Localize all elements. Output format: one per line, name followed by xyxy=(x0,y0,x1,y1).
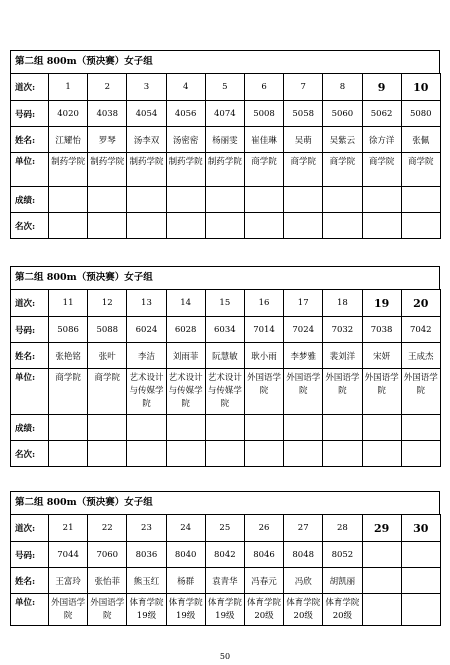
lane-row xyxy=(11,74,441,101)
unit-cell: 制药学院 xyxy=(166,153,205,187)
name-cell: 李梦雅 xyxy=(284,343,323,369)
name-cell: 徐方洋 xyxy=(362,127,401,153)
lane-cell: 20 xyxy=(401,290,440,317)
score-label: 成绩: xyxy=(11,187,49,213)
rank-cell xyxy=(401,441,440,467)
unit-cell: 外国语学院 xyxy=(284,369,323,415)
lane-cell: 29 xyxy=(362,515,401,542)
score-row xyxy=(11,187,441,213)
lane-cell: 15 xyxy=(205,290,244,317)
rank-cell xyxy=(205,441,244,467)
unit-cell: 体育学院20级 xyxy=(244,594,283,626)
unit-label: 单位: xyxy=(11,369,49,415)
unit-cell: 体育学院20级 xyxy=(323,594,362,626)
number-cell: 5086 xyxy=(49,317,88,343)
name-cell: 张叶 xyxy=(88,343,127,369)
unit-cell: 商学院 xyxy=(88,369,127,415)
lane-cell: 16 xyxy=(244,290,283,317)
unit-label: 单位: xyxy=(11,594,49,626)
name-label: 姓名: xyxy=(11,127,49,153)
number-cell: 7014 xyxy=(244,317,283,343)
name-cell: 吴萌 xyxy=(284,127,323,153)
score-cell xyxy=(323,187,362,213)
number-label: 号码: xyxy=(11,101,49,127)
name-cell: 崔佳琳 xyxy=(244,127,283,153)
lane-cell: 23 xyxy=(127,515,166,542)
lane-cell: 21 xyxy=(49,515,88,542)
number-cell: 8052 xyxy=(323,542,362,568)
rank-label: 名次: xyxy=(11,441,49,467)
number-cell: 6034 xyxy=(205,317,244,343)
section-2 xyxy=(10,266,440,467)
name-cell: 胡凯丽 xyxy=(323,568,362,594)
lane-cell: 17 xyxy=(284,290,323,317)
name-cell: 耿小雨 xyxy=(244,343,283,369)
lane-cell: 13 xyxy=(127,290,166,317)
rank-cell xyxy=(284,213,323,239)
score-cell xyxy=(205,187,244,213)
section-1 xyxy=(10,50,440,239)
lane-cell: 2 xyxy=(88,74,127,101)
score-cell xyxy=(244,187,283,213)
unit-cell: 外国语学院 xyxy=(401,369,440,415)
number-cell: 4056 xyxy=(166,101,205,127)
number-label: 号码: xyxy=(11,317,49,343)
score-cell xyxy=(166,187,205,213)
lane-cell: 28 xyxy=(323,515,362,542)
unit-cell: 商学院 xyxy=(49,369,88,415)
number-cell xyxy=(362,542,401,568)
unit-cell: 体育学院20级 xyxy=(284,594,323,626)
lane-cell: 10 xyxy=(401,74,440,101)
number-cell: 8040 xyxy=(166,542,205,568)
lane-cell: 3 xyxy=(127,74,166,101)
unit-cell: 艺术设计与传媒学院 xyxy=(205,369,244,415)
number-cell: 7044 xyxy=(49,542,88,568)
rank-cell xyxy=(323,213,362,239)
unit-cell: 艺术设计与传媒学院 xyxy=(166,369,205,415)
rank-cell xyxy=(284,441,323,467)
name-cell: 阮慧敏 xyxy=(205,343,244,369)
rank-cell xyxy=(88,441,127,467)
unit-label: 单位: xyxy=(11,153,49,187)
rank-row xyxy=(11,213,441,239)
number-row xyxy=(11,101,441,127)
lane-cell: 8 xyxy=(323,74,362,101)
name-cell: 宋妍 xyxy=(362,343,401,369)
unit-cell: 艺术设计与传媒学院 xyxy=(127,369,166,415)
name-cell: 张佩 xyxy=(401,127,440,153)
lane-cell: 22 xyxy=(88,515,127,542)
number-row xyxy=(11,542,441,568)
section-3 xyxy=(10,491,440,626)
number-cell: 5088 xyxy=(88,317,127,343)
unit-cell: 制药学院 xyxy=(49,153,88,187)
unit-cell: 外国语学院 xyxy=(323,369,362,415)
lane-cell: 4 xyxy=(166,74,205,101)
entry-table xyxy=(10,289,441,467)
lane-cell: 1 xyxy=(49,74,88,101)
lane-cell: 11 xyxy=(49,290,88,317)
entry-table xyxy=(10,73,441,239)
lane-cell: 26 xyxy=(244,515,283,542)
unit-cell: 制药学院 xyxy=(88,153,127,187)
rank-cell xyxy=(166,441,205,467)
name-cell: 吴紫云 xyxy=(323,127,362,153)
number-cell: 4054 xyxy=(127,101,166,127)
number-cell: 5008 xyxy=(244,101,283,127)
section-title: 第二组 800m（预决赛）女子组 xyxy=(10,491,440,514)
name-cell: 张怡菲 xyxy=(88,568,127,594)
name-label: 姓名: xyxy=(11,343,49,369)
score-cell xyxy=(362,187,401,213)
score-cell xyxy=(401,187,440,213)
lane-label: 道次: xyxy=(11,290,49,317)
lane-row xyxy=(11,290,441,317)
rank-label: 名次: xyxy=(11,213,49,239)
lane-cell: 5 xyxy=(205,74,244,101)
name-cell xyxy=(362,568,401,594)
number-cell: 8048 xyxy=(284,542,323,568)
rank-cell xyxy=(166,213,205,239)
lane-cell: 6 xyxy=(244,74,283,101)
number-cell: 5080 xyxy=(401,101,440,127)
unit-cell: 体育学院19级 xyxy=(166,594,205,626)
score-cell xyxy=(244,415,283,441)
section-title: 第二组 800m（预决赛）女子组 xyxy=(10,266,440,289)
number-cell: 8046 xyxy=(244,542,283,568)
rank-cell xyxy=(127,213,166,239)
lane-cell: 7 xyxy=(284,74,323,101)
unit-cell: 外国语学院 xyxy=(244,369,283,415)
unit-cell xyxy=(401,594,440,626)
name-row xyxy=(11,127,441,153)
number-cell: 4038 xyxy=(88,101,127,127)
unit-cell: 体育学院19级 xyxy=(205,594,244,626)
lane-cell: 9 xyxy=(362,74,401,101)
unit-cell: 外国语学院 xyxy=(362,369,401,415)
score-cell xyxy=(362,415,401,441)
unit-cell: 商学院 xyxy=(284,153,323,187)
score-cell xyxy=(323,415,362,441)
name-cell xyxy=(401,568,440,594)
lane-row xyxy=(11,515,441,542)
score-cell xyxy=(127,187,166,213)
unit-cell: 商学院 xyxy=(362,153,401,187)
name-cell: 杨丽雯 xyxy=(205,127,244,153)
name-cell: 汤密密 xyxy=(166,127,205,153)
name-cell: 冯欣 xyxy=(284,568,323,594)
number-cell: 7060 xyxy=(88,542,127,568)
unit-row xyxy=(11,153,441,187)
unit-cell: 体育学院19级 xyxy=(127,594,166,626)
unit-row xyxy=(11,369,441,415)
lane-cell: 12 xyxy=(88,290,127,317)
unit-cell: 制药学院 xyxy=(205,153,244,187)
lane-label: 道次: xyxy=(11,74,49,101)
name-row xyxy=(11,343,441,369)
rank-cell xyxy=(49,213,88,239)
name-cell: 杨群 xyxy=(166,568,205,594)
lane-cell: 18 xyxy=(323,290,362,317)
page-number: 50 xyxy=(219,652,231,661)
number-cell: 6028 xyxy=(166,317,205,343)
name-cell: 汤李双 xyxy=(127,127,166,153)
number-row xyxy=(11,317,441,343)
number-cell: 7038 xyxy=(362,317,401,343)
number-cell: 8036 xyxy=(127,542,166,568)
name-cell: 江耀怡 xyxy=(49,127,88,153)
rank-cell xyxy=(362,213,401,239)
rank-cell xyxy=(362,441,401,467)
number-cell: 5060 xyxy=(323,101,362,127)
unit-cell xyxy=(362,594,401,626)
unit-cell: 商学院 xyxy=(323,153,362,187)
name-cell: 罗琴 xyxy=(88,127,127,153)
rank-cell xyxy=(88,213,127,239)
score-cell xyxy=(401,415,440,441)
lane-cell: 27 xyxy=(284,515,323,542)
rank-cell xyxy=(323,441,362,467)
unit-cell: 制药学院 xyxy=(127,153,166,187)
rank-cell xyxy=(244,441,283,467)
score-cell xyxy=(88,415,127,441)
score-cell xyxy=(49,415,88,441)
rank-cell xyxy=(49,441,88,467)
name-cell: 熊玉红 xyxy=(127,568,166,594)
name-cell: 冯春元 xyxy=(244,568,283,594)
number-cell: 5062 xyxy=(362,101,401,127)
number-cell: 6024 xyxy=(127,317,166,343)
score-cell xyxy=(166,415,205,441)
score-cell xyxy=(284,415,323,441)
name-cell: 刘雨菲 xyxy=(166,343,205,369)
name-cell: 王成杰 xyxy=(401,343,440,369)
rank-cell xyxy=(244,213,283,239)
score-cell xyxy=(205,415,244,441)
unit-row xyxy=(11,594,441,626)
score-row xyxy=(11,415,441,441)
lane-cell: 14 xyxy=(166,290,205,317)
rank-cell xyxy=(401,213,440,239)
number-cell: 4020 xyxy=(49,101,88,127)
section-title: 第二组 800m（预决赛）女子组 xyxy=(10,50,440,73)
lane-cell: 24 xyxy=(166,515,205,542)
unit-cell: 商学院 xyxy=(244,153,283,187)
lane-label: 道次: xyxy=(11,515,49,542)
unit-cell: 外国语学院 xyxy=(49,594,88,626)
number-cell: 7024 xyxy=(284,317,323,343)
name-row xyxy=(11,568,441,594)
name-cell: 李洁 xyxy=(127,343,166,369)
score-cell xyxy=(49,187,88,213)
rank-row xyxy=(11,441,441,467)
score-cell xyxy=(284,187,323,213)
number-cell: 4074 xyxy=(205,101,244,127)
unit-cell: 外国语学院 xyxy=(88,594,127,626)
number-cell: 5058 xyxy=(284,101,323,127)
lane-cell: 19 xyxy=(362,290,401,317)
rank-cell xyxy=(205,213,244,239)
name-cell: 袁青华 xyxy=(205,568,244,594)
number-label: 号码: xyxy=(11,542,49,568)
rank-cell xyxy=(127,441,166,467)
score-cell xyxy=(127,415,166,441)
entry-table xyxy=(10,514,441,626)
name-cell: 王富玲 xyxy=(49,568,88,594)
name-cell: 裴刘洋 xyxy=(323,343,362,369)
lane-cell: 30 xyxy=(401,515,440,542)
name-cell: 张艳铭 xyxy=(49,343,88,369)
number-cell xyxy=(401,542,440,568)
number-cell: 7042 xyxy=(401,317,440,343)
name-label: 姓名: xyxy=(11,568,49,594)
score-cell xyxy=(88,187,127,213)
score-label: 成绩: xyxy=(11,415,49,441)
lane-cell: 25 xyxy=(205,515,244,542)
number-cell: 7032 xyxy=(323,317,362,343)
number-cell: 8042 xyxy=(205,542,244,568)
unit-cell: 商学院 xyxy=(401,153,440,187)
